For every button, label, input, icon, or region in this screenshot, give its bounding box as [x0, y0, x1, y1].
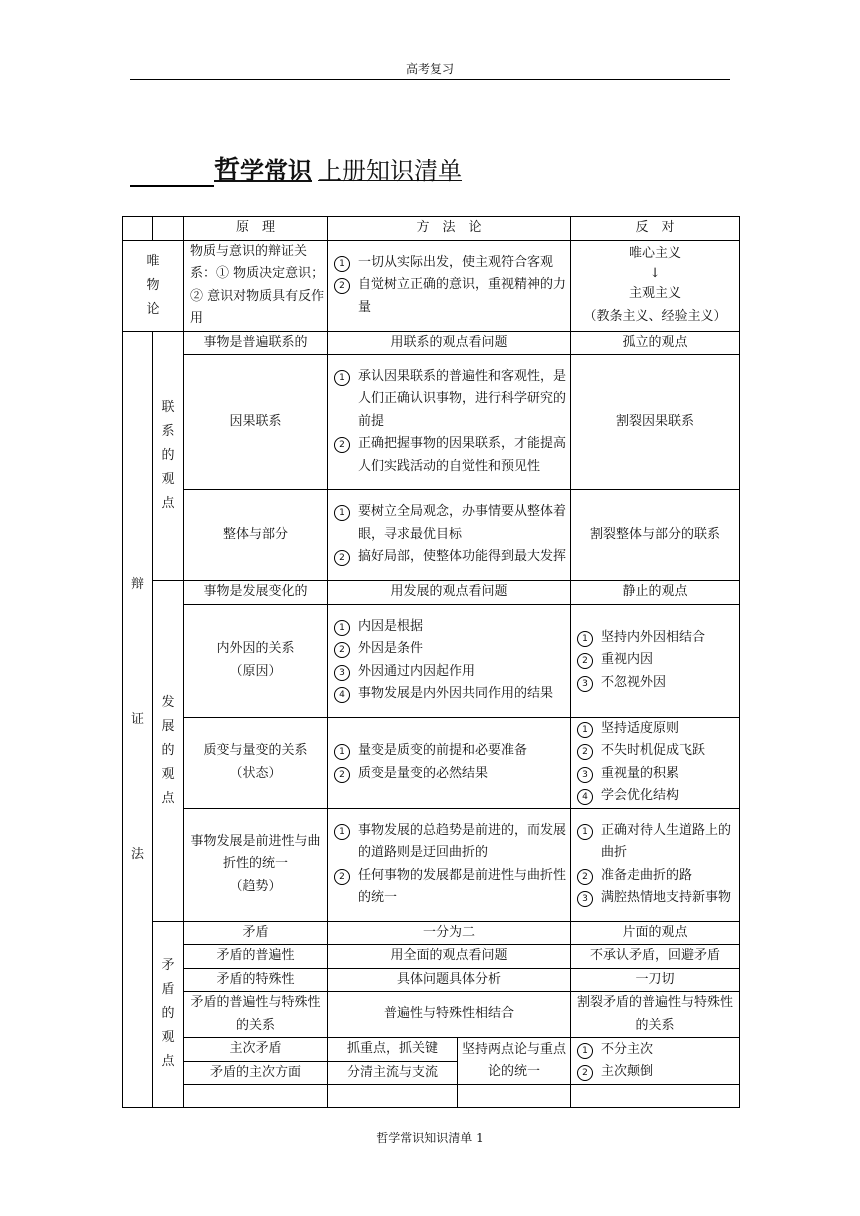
- list-item: 1 坚持内外因相结合: [577, 627, 737, 650]
- list-item: 4 学会优化结构: [577, 785, 737, 808]
- list-item: 1 量变是质变的前提和必要准备: [334, 740, 568, 763]
- list-item: 3 不忽视外因: [577, 672, 737, 695]
- title-blank: [130, 159, 214, 187]
- materialism-principle: 物质与意识的辩证关系：① 物质决定意识；② 意识对物质具有反作用: [184, 240, 328, 331]
- knowledge-table: 原 理 方 法 论 反 对 唯物论 物质与意识的辩证关系：① 物质决定意识；② 意识对物质具有反作用 1 一切从实际出发，使主观符合客观 2 自觉树立正确的意识，重视精神的力量 唯心主义 ↓ 主观主义 （教条主义、经验主义） 辩 证 法 联系的观点 事物是普遍联系的 用联系的观点看问题 孤立的观点 因果联系 1 承认因果联系的普遍性和客观性，是人们正确认识事物，进行科学研究的前提 2 正确把握事物的因果联系，才能提高人们实践活动的自觉性和预见性 割裂因果联系 整体与部分 1 要树立全局观念，办事情要从整体着眼，寻求最优目标 2 搞好局部，使整体功能得到最大发挥 割裂整体与部分的联系 发展的观点 事物是发展变化的 用发展的观点看问题 静止的观点 内外因的关系 （原因） 1 内因是根据 2 外因是条件 3 外因通过内因起作用 4 事物发展是内外因共同作用的结果 1 坚持内外因相结合 2 重视内因 3 不忽视外因 质变与量变的关系 （状态） 1 量变是质变的前提和必要准备 2 质变是量变的必然结果 1 坚持适度原则 2 不失时机促成飞跃 3 重视量的积累 4 学会优化结构 事物发展是前进性与曲折性的统一 （趋势） 1 事物发展的总趋势是前进的，而发展的道路则是迂回曲折的 2 任何事物的发展都是前进性与曲折性的统一 1 正确对待人生道路上的曲折 2 准备走曲折的路 3 满腔热情地支持新事物 矛盾的观点 矛盾 一分为二 片面的观点 矛盾的普遍性 用全面的观点看问题 不承认矛盾，回避矛盾 矛盾的特殊性 具体问题具体分析 一刀切 矛盾的普遍性与特殊性的关系 普遍性与特殊性相结合 割裂矛盾的普遍性与特殊性的关系 主次矛盾 抓重点，抓关键 坚持两点论与重点论的统一 1 不分主次 2 主次颠倒 矛盾的主次方面 分清主流与支流: [122, 216, 740, 1108]
- list-item: 2 质变是量变的必然结果: [334, 763, 568, 786]
- document-title: [130, 150, 462, 187]
- header-rule: [130, 79, 730, 80]
- list-item: 2 不失时机促成飞跃: [577, 740, 737, 763]
- list-item: 3 满腔热情地支持新事物: [577, 887, 737, 910]
- header-oppose: 反 对: [571, 217, 740, 241]
- list-item: 2 重视内因: [577, 649, 737, 672]
- list-item: 4 事物发展是内外因共同作用的结果: [334, 683, 568, 706]
- materialism-label-text: 唯物论: [146, 253, 160, 317]
- arrow-down-icon: ↓: [649, 266, 661, 282]
- materialism-label: [123, 240, 184, 331]
- header-method: 方 法 论: [328, 217, 571, 241]
- list-item: 3 外因通过内因起作用: [334, 661, 568, 684]
- materialism-oppose: 唯心主义 ↓ 主观主义 （教条主义、经验主义）: [571, 240, 740, 331]
- materialism-methods: [328, 240, 571, 331]
- list-item: 3 重视量的积累: [577, 763, 737, 786]
- title-part1: 哲: [214, 156, 241, 186]
- list-item: 2 任何事物的发展都是前进性与曲折性的统一: [334, 865, 568, 910]
- title-part2: 学常识: [240, 157, 313, 185]
- page-footer: 哲学常识知识清单 1: [376, 1131, 484, 1145]
- list-item: 1 事物发展的总趋势是前进的，而发展的道路则是迂回曲折的: [334, 820, 568, 865]
- list-item: 1 一切从实际出发，使主观符合客观: [334, 252, 568, 275]
- list-item: 1 要树立全局观念，办事情要从整体着眼，寻求最优目标: [334, 501, 568, 546]
- dialectics-label: 辩 证 法: [123, 331, 153, 1108]
- development-label: 发展的观点: [153, 581, 184, 922]
- list-item: 2 准备走曲折的路: [577, 865, 737, 888]
- list-item: 2 搞好局部，使整体功能得到最大发挥: [334, 546, 568, 569]
- list-item: 2 正确把握事物的因果联系，才能提高人们实践活动的自觉性和预见性: [334, 433, 568, 478]
- contradiction-label: 矛盾的观点: [153, 921, 184, 1108]
- title-part3: 上册知识清单: [318, 157, 463, 185]
- list-item: 1 承认因果联系的普遍性和客观性，是人们正确认识事物，进行科学研究的前提: [334, 366, 568, 434]
- header-principle: 原 理: [184, 217, 328, 241]
- list-item: 1 正确对待人生道路上的曲折: [577, 820, 737, 865]
- list-item: 2 自觉树立正确的意识，重视精神的力量: [334, 274, 568, 319]
- page-header: 高考复习: [405, 62, 454, 76]
- list-item: 1 内因是根据: [334, 616, 568, 639]
- list-item: 1 不分主次: [577, 1039, 737, 1062]
- list-item: 2 外因是条件: [334, 638, 568, 661]
- list-item: 1 坚持适度原则: [577, 718, 737, 741]
- connection-label: 联系的观点: [153, 331, 184, 581]
- list-item: 2 主次颠倒: [577, 1061, 737, 1084]
